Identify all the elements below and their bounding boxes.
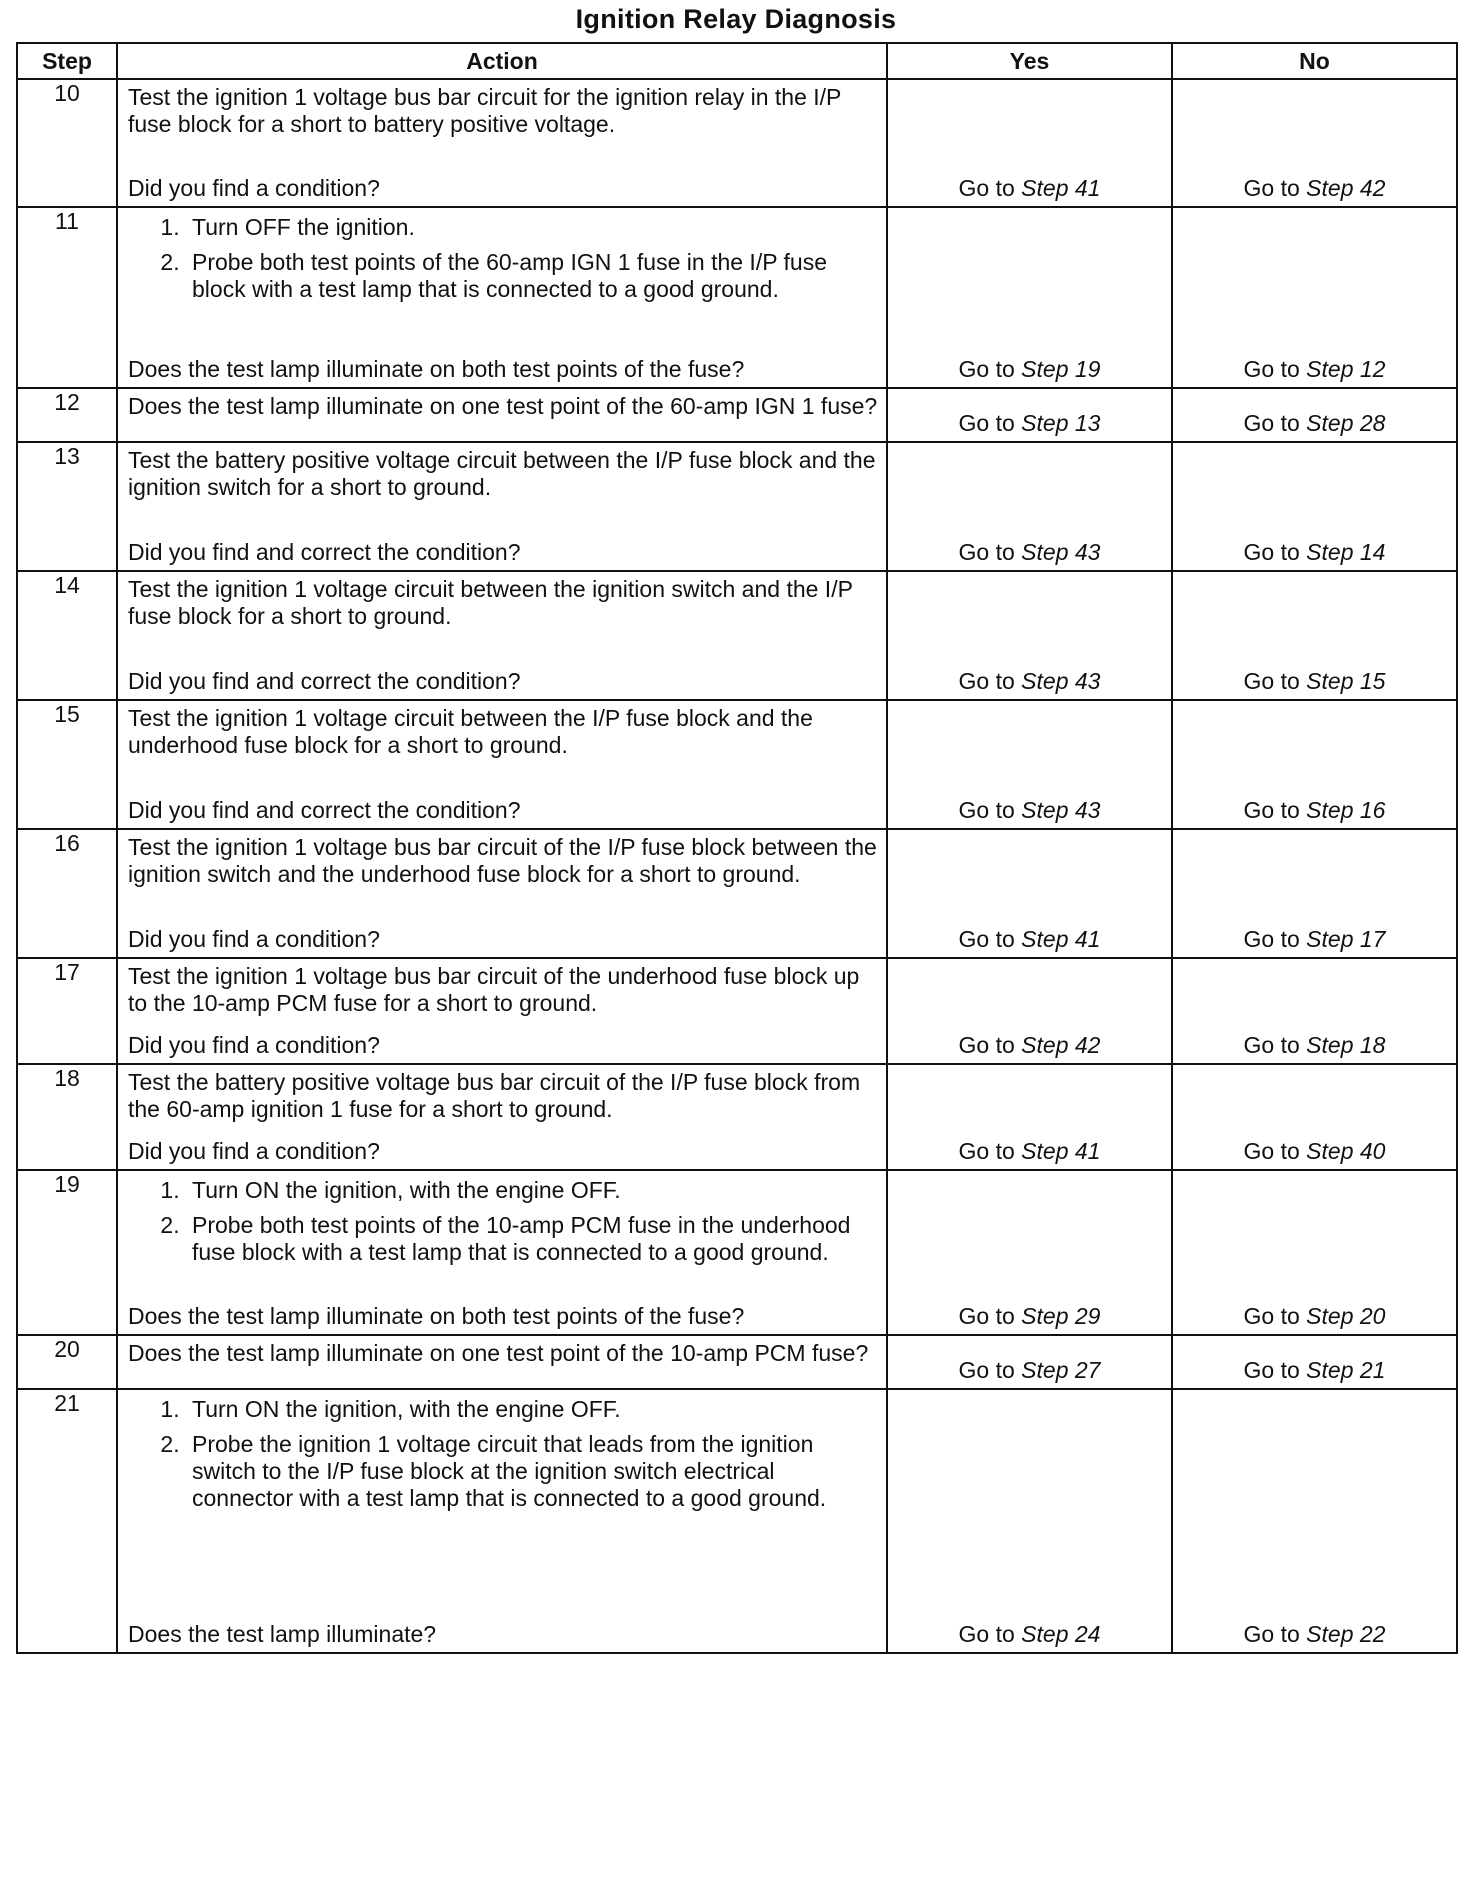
action-question: Did you find a condition? — [128, 175, 380, 201]
step-number: 13 — [17, 442, 117, 571]
header-yes: Yes — [887, 43, 1172, 79]
table-row — [17, 1335, 1457, 1389]
no-result — [1173, 926, 1456, 953]
no-step-ref: Step 18 — [1306, 1032, 1386, 1058]
yes-step-ref: Step 27 — [1021, 1357, 1101, 1383]
yes-result — [888, 1621, 1171, 1648]
step-number: 20 — [17, 1335, 117, 1389]
action-cell — [117, 1335, 887, 1389]
goto-label: Go to — [1243, 1621, 1300, 1647]
goto-label: Go to — [1243, 356, 1300, 382]
header-step: Step — [17, 43, 117, 79]
action-cell — [117, 700, 887, 829]
no-result — [1173, 175, 1456, 202]
yes-cell — [887, 79, 1172, 207]
yes-result — [888, 1138, 1171, 1165]
goto-label: Go to — [958, 668, 1015, 694]
action-cell — [117, 1064, 887, 1170]
no-cell — [1172, 207, 1457, 388]
substep-item: 2. Probe both test points of the 60-amp IGN 1 fuse in the I/P fuse block with a test lamp that is connected to a good ground. — [186, 249, 878, 303]
no-result — [1173, 410, 1456, 437]
goto-label: Go to — [958, 539, 1015, 565]
no-result — [1173, 1621, 1456, 1648]
header-action: Action — [117, 43, 887, 79]
no-step-ref: Step 12 — [1306, 356, 1386, 382]
yes-result — [888, 797, 1171, 824]
step-number: 19 — [17, 1170, 117, 1335]
no-step-ref: Step 17 — [1306, 926, 1386, 952]
action-question: Does the test lamp illuminate on both test points of the fuse? — [128, 356, 745, 382]
goto-label: Go to — [958, 1032, 1015, 1058]
no-cell — [1172, 442, 1457, 571]
substep-item: 2. Probe the ignition 1 voltage circuit that leads from the ignition switch to the I/P fuse block at the ignition switch electrical connector with a test lamp that is connected to a good ground. — [186, 1431, 878, 1512]
yes-cell — [887, 571, 1172, 700]
goto-label: Go to — [1243, 1032, 1300, 1058]
table-row — [17, 571, 1457, 700]
no-cell — [1172, 1335, 1457, 1389]
step-number: 16 — [17, 829, 117, 958]
yes-step-ref: Step 43 — [1021, 539, 1101, 565]
table-row — [17, 79, 1457, 207]
no-result — [1173, 668, 1456, 695]
no-result — [1173, 356, 1456, 383]
action-question: Did you find a condition? — [128, 926, 380, 952]
yes-cell — [887, 1064, 1172, 1170]
goto-label: Go to — [1243, 926, 1300, 952]
yes-step-ref: Step 13 — [1021, 410, 1101, 436]
no-step-ref: Step 40 — [1306, 1138, 1386, 1164]
no-cell — [1172, 79, 1457, 207]
action-question: Did you find a condition? — [128, 1138, 380, 1164]
yes-cell — [887, 958, 1172, 1064]
action-question: Does the test lamp illuminate on one test point of the 10-amp PCM fuse? — [128, 1340, 869, 1366]
table-row — [17, 388, 1457, 442]
yes-result — [888, 1357, 1171, 1384]
yes-step-ref: Step 42 — [1021, 1032, 1101, 1058]
header-no: No — [1172, 43, 1457, 79]
action-cell — [117, 388, 887, 442]
yes-result — [888, 1303, 1171, 1330]
step-number: 17 — [17, 958, 117, 1064]
step-number: 10 — [17, 79, 117, 207]
no-result — [1173, 1357, 1456, 1384]
no-result — [1173, 1138, 1456, 1165]
yes-step-ref: Step 41 — [1021, 926, 1101, 952]
action-cell — [117, 442, 887, 571]
no-step-ref: Step 42 — [1306, 175, 1386, 201]
yes-result — [888, 539, 1171, 566]
yes-result — [888, 175, 1171, 202]
yes-step-ref: Step 19 — [1021, 356, 1101, 382]
goto-label: Go to — [1243, 797, 1300, 823]
action-description: Test the battery positive voltage bus bar circuit of the I/P fuse block from the 60-amp ignition 1 fuse for a short to ground. — [128, 1069, 861, 1122]
yes-cell — [887, 829, 1172, 958]
no-cell — [1172, 829, 1457, 958]
diagnosis-table — [16, 42, 1458, 1654]
action-description: Test the ignition 1 voltage circuit between the ignition switch and the I/P fuse block for a short to ground. — [128, 576, 853, 629]
action-description: Test the ignition 1 voltage bus bar circuit of the I/P fuse block between the ignition switch and the underhood fuse block for a short to ground. — [128, 834, 877, 887]
substep-item: 1. Turn OFF the ignition. — [186, 214, 878, 241]
action-question: Did you find and correct the condition? — [128, 539, 521, 565]
goto-label: Go to — [958, 175, 1015, 201]
no-step-ref: Step 14 — [1306, 539, 1386, 565]
yes-cell — [887, 442, 1172, 571]
action-description: Test the ignition 1 voltage bus bar circuit of the underhood fuse block up to the 10-amp PCM fuse for a short to ground. — [128, 963, 860, 1016]
yes-cell — [887, 1170, 1172, 1335]
goto-label: Go to — [1243, 668, 1300, 694]
action-cell — [117, 207, 887, 388]
goto-label: Go to — [1243, 410, 1300, 436]
action-cell — [117, 958, 887, 1064]
goto-label: Go to — [1243, 539, 1300, 565]
action-question: Does the test lamp illuminate? — [128, 1621, 437, 1647]
no-cell — [1172, 958, 1457, 1064]
no-cell — [1172, 1170, 1457, 1335]
yes-result — [888, 668, 1171, 695]
goto-label: Go to — [1243, 175, 1300, 201]
table-row — [17, 958, 1457, 1064]
no-cell — [1172, 1064, 1457, 1170]
no-cell — [1172, 1389, 1457, 1653]
yes-step-ref: Step 24 — [1021, 1621, 1101, 1647]
yes-result — [888, 926, 1171, 953]
yes-step-ref: Step 29 — [1021, 1303, 1101, 1329]
no-result — [1173, 539, 1456, 566]
goto-label: Go to — [958, 1303, 1015, 1329]
action-description: Test the battery positive voltage circuit between the I/P fuse block and the ignition switch for a short to ground. — [128, 447, 876, 500]
action-cell — [117, 571, 887, 700]
no-step-ref: Step 21 — [1306, 1357, 1386, 1383]
table-row — [17, 829, 1457, 958]
action-description: Test the ignition 1 voltage circuit between the I/P fuse block and the underhood fuse block for a short to ground. — [128, 705, 813, 758]
goto-label: Go to — [1243, 1357, 1300, 1383]
no-result — [1173, 1032, 1456, 1059]
no-step-ref: Step 15 — [1306, 668, 1386, 694]
yes-result — [888, 1032, 1171, 1059]
goto-label: Go to — [958, 410, 1015, 436]
no-step-ref: Step 20 — [1306, 1303, 1386, 1329]
goto-label: Go to — [1243, 1138, 1300, 1164]
no-cell — [1172, 571, 1457, 700]
action-cell — [117, 829, 887, 958]
substep-item: 2. Probe both test points of the 10-amp PCM fuse in the underhood fuse block with a test lamp that is connected to a good ground. — [186, 1212, 878, 1266]
yes-step-ref: Step 41 — [1021, 1138, 1101, 1164]
yes-cell — [887, 1389, 1172, 1653]
yes-result — [888, 410, 1171, 437]
step-number: 12 — [17, 388, 117, 442]
goto-label: Go to — [958, 1621, 1015, 1647]
substep-item: 1. Turn ON the ignition, with the engine OFF. — [186, 1177, 878, 1204]
goto-label: Go to — [958, 1138, 1015, 1164]
no-cell — [1172, 388, 1457, 442]
no-result — [1173, 797, 1456, 824]
yes-step-ref: Step 43 — [1021, 797, 1101, 823]
goto-label: Go to — [958, 1357, 1015, 1383]
no-step-ref: Step 16 — [1306, 797, 1386, 823]
action-substeps — [128, 1177, 878, 1266]
action-substeps — [128, 214, 878, 303]
goto-label: Go to — [958, 356, 1015, 382]
page-title: Ignition Relay Diagnosis — [575, 4, 897, 34]
yes-cell — [887, 207, 1172, 388]
action-question: Does the test lamp illuminate on both test points of the fuse? — [128, 1303, 745, 1329]
step-number: 21 — [17, 1389, 117, 1653]
no-result — [1173, 1303, 1456, 1330]
step-number: 11 — [17, 207, 117, 388]
action-question: Did you find and correct the condition? — [128, 668, 521, 694]
step-number: 14 — [17, 571, 117, 700]
table-row — [17, 207, 1457, 388]
no-cell — [1172, 700, 1457, 829]
action-cell — [117, 1389, 887, 1653]
yes-step-ref: Step 41 — [1021, 175, 1101, 201]
goto-label: Go to — [1243, 1303, 1300, 1329]
action-description: Test the ignition 1 voltage bus bar circuit for the ignition relay in the I/P fuse block for a short to battery positive voltage. — [128, 84, 841, 137]
no-step-ref: Step 22 — [1306, 1621, 1386, 1647]
action-question: Does the test lamp illuminate on one test point of the 60-amp IGN 1 fuse? — [128, 393, 878, 419]
goto-label: Go to — [958, 797, 1015, 823]
action-question: Did you find and correct the condition? — [128, 797, 521, 823]
table-row — [17, 1389, 1457, 1653]
action-cell — [117, 79, 887, 207]
header-row — [17, 43, 1457, 79]
table-row — [17, 700, 1457, 829]
yes-step-ref: Step 43 — [1021, 668, 1101, 694]
step-number: 15 — [17, 700, 117, 829]
yes-result — [888, 356, 1171, 383]
yes-cell — [887, 388, 1172, 442]
table-row — [17, 1064, 1457, 1170]
table-row — [17, 1170, 1457, 1335]
action-cell — [117, 1170, 887, 1335]
step-number: 18 — [17, 1064, 117, 1170]
goto-label: Go to — [958, 926, 1015, 952]
yes-cell — [887, 700, 1172, 829]
yes-cell — [887, 1335, 1172, 1389]
action-substeps — [128, 1396, 878, 1512]
action-question: Did you find a condition? — [128, 1032, 380, 1058]
table-row — [17, 442, 1457, 571]
no-step-ref: Step 28 — [1306, 410, 1386, 436]
substep-item: 1. Turn ON the ignition, with the engine OFF. — [186, 1396, 878, 1423]
